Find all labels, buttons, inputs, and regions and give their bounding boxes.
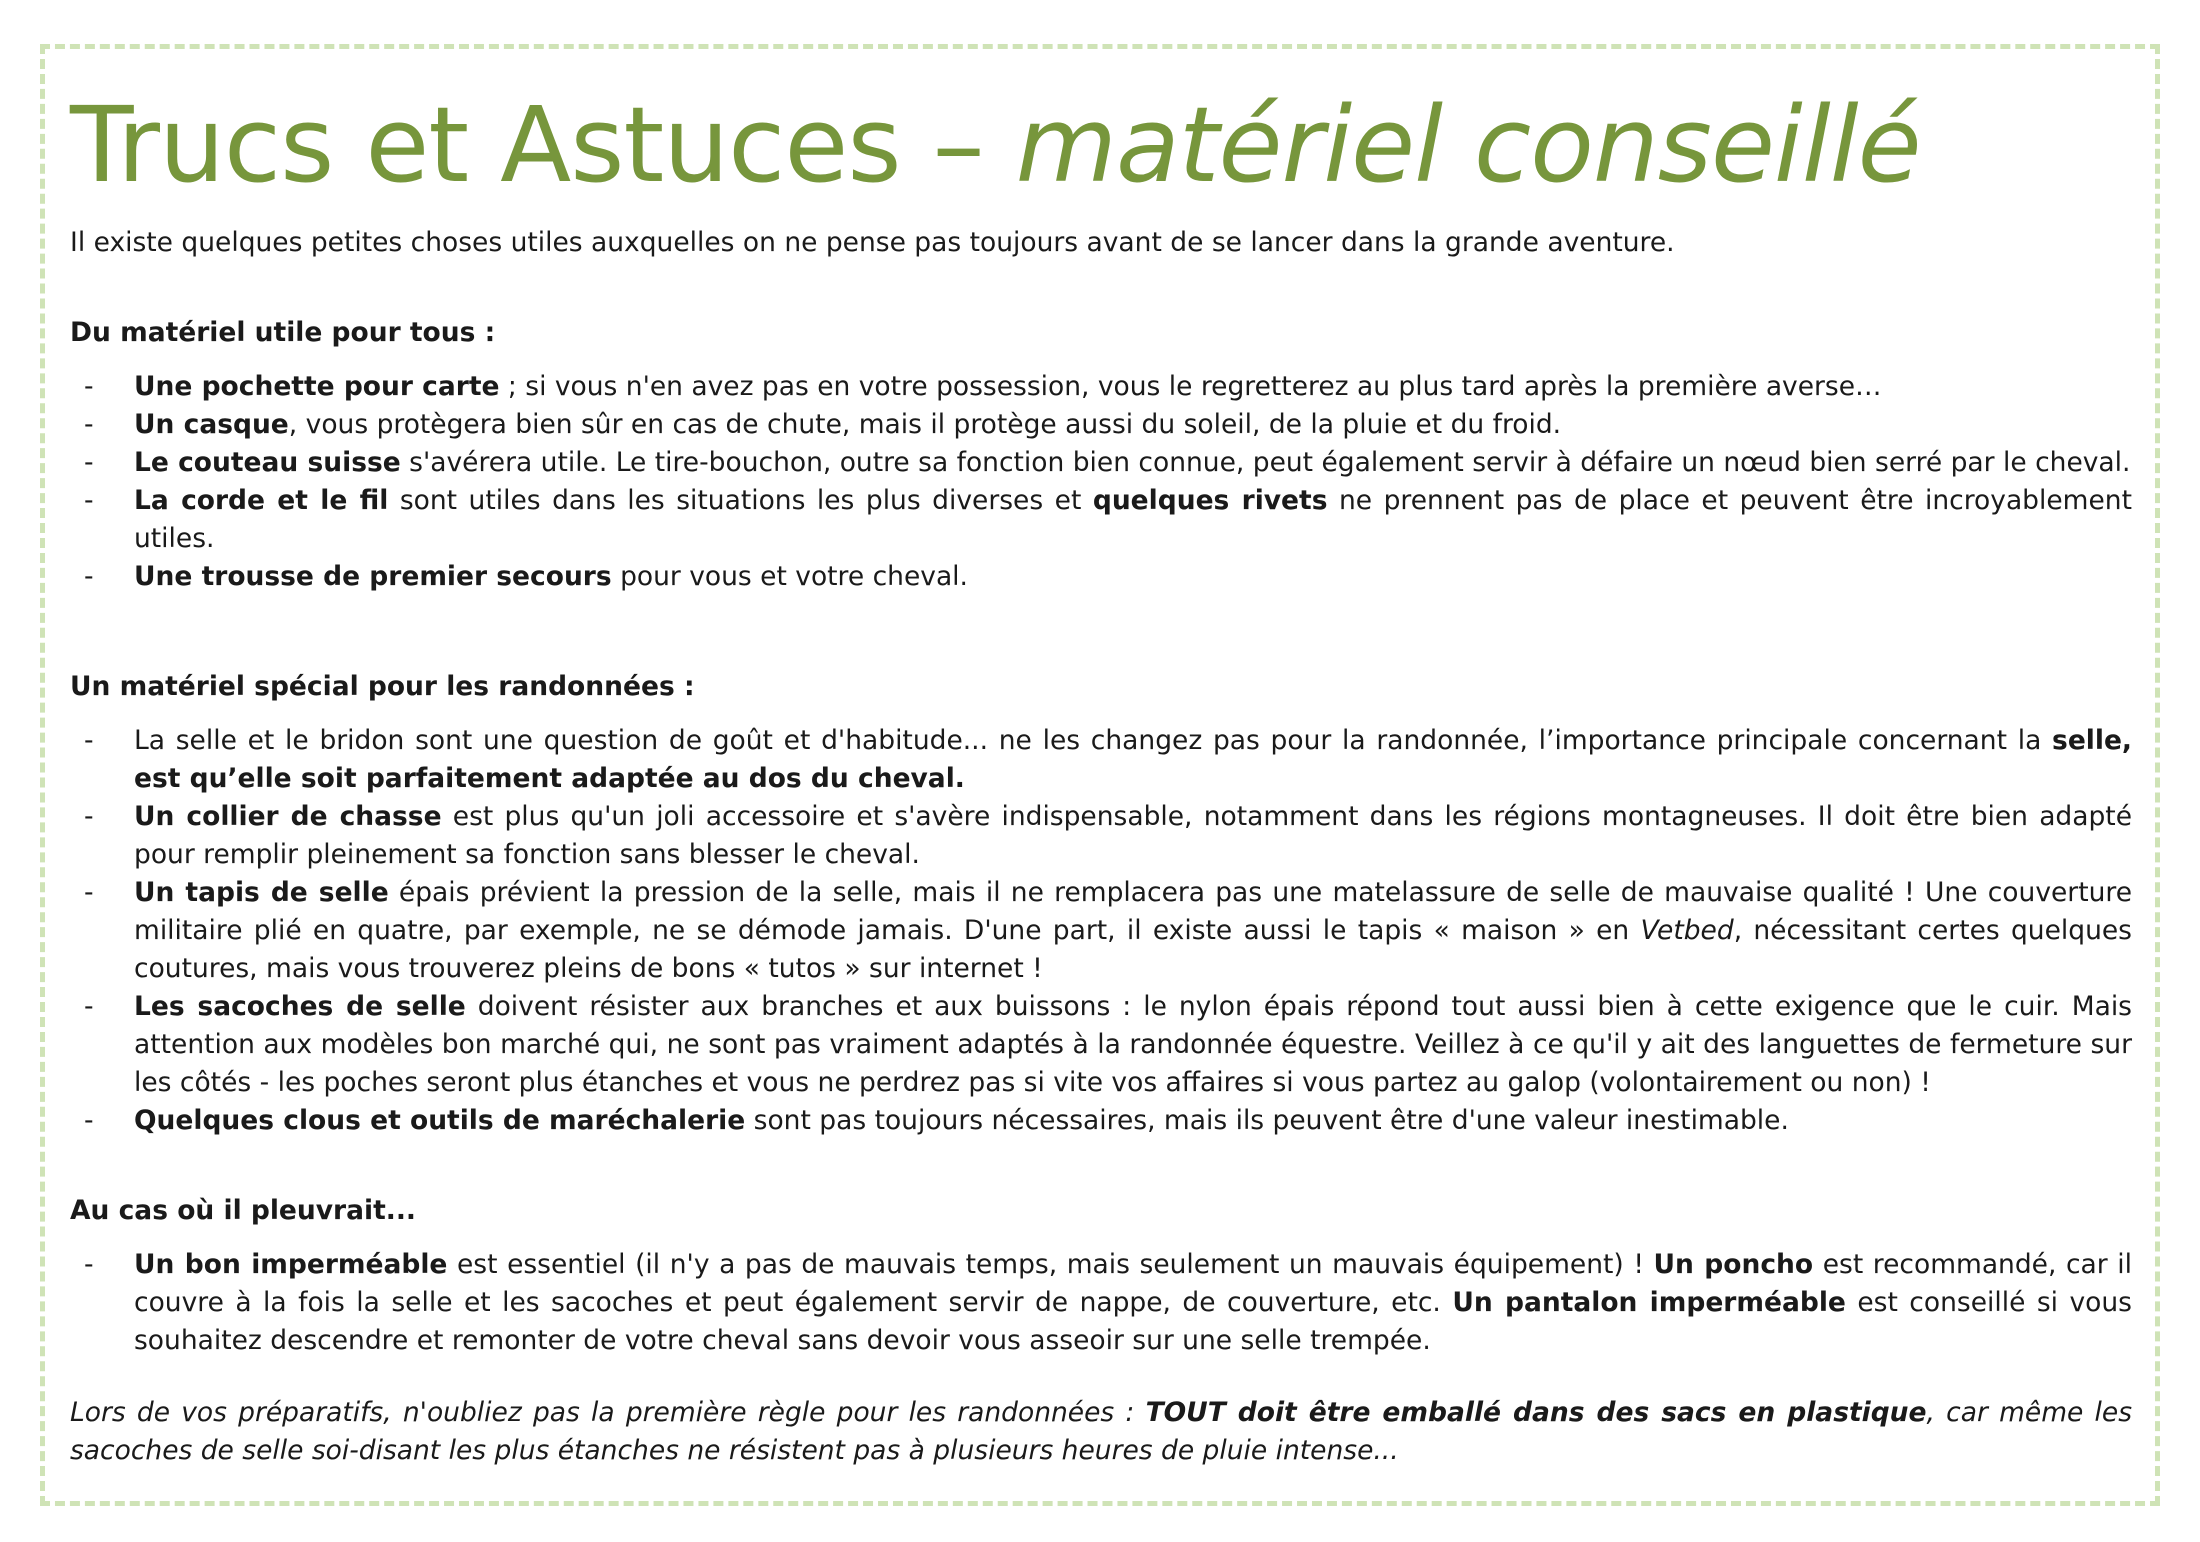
list-rain-equipment: [70, 1246, 2132, 1360]
list-item: - La selle et le bridon sont une question de goût et d'habitude... ne les changez pas pour la randonnée, l’importance principale concernant la selle, est qu’elle soit parfaitement adaptée au dos du cheval.: [70, 722, 2132, 798]
page-title: [70, 82, 2132, 208]
list-trekking-equipment: [70, 722, 2132, 1140]
list-item: - Une pochette pour carte ; si vous n'en avez pas en votre possession, vous le regretterez au plus tard après la première averse…: [70, 368, 2132, 406]
closing-note: Lors de vos préparatifs, n'oubliez pas la première règle pour les randonnées : TOUT doit être emballé dans des sacs en plastique, car même les sacoches de selle soi-disant les plus étanches ne résistent pas à plusieurs heures de pluie intense...: [70, 1397, 2133, 1466]
list-item: - La corde et le fil sont utiles dans les situations les plus diverses et quelques rivets ne prennent pas de place et peuvent être incroyablement utiles.: [70, 482, 2132, 558]
list-item: - Quelques clous et outils de maréchalerie sont pas toujours nécessaires, mais ils peuvent être d'une valeur inestimable.: [70, 1102, 2132, 1140]
list-item: - Un casque, vous protègera bien sûr en cas de chute, mais il protège aussi du soleil, de la pluie et du froid.: [70, 406, 2132, 444]
section-heading-rain: Au cas où il pleuvrait...: [70, 1195, 416, 1226]
list-item: - Un tapis de selle épais prévient la pression de la selle, mais il ne remplacera pas une matelassure de selle de mauvaise qualité ! Une couverture militaire plié en quatre, par exemple, ne se démode jamais. D'une part, il existe aussi le tapis « maison » en Vetbed, nécessitant certes quelques coutures, mais vous trouverez pleins de bons « tutos » sur internet !: [70, 874, 2132, 988]
title-main: Trucs et Astuces –: [70, 84, 1016, 206]
title-italic: matériel conseillé: [1015, 84, 1921, 206]
list-item: - Une trousse de premier secours pour vous et votre cheval.: [70, 558, 2132, 596]
section-heading-general: Du matériel utile pour tous :: [70, 317, 496, 348]
list-item: - Un bon imperméable est essentiel (il n'y a pas de mauvais temps, mais seulement un mauvais équipement) ! Un poncho est recommandé, car il couvre à la fois la selle et les sacoches et peut également servir de nappe, de couverture, etc. Un pantalon imperméable est conseillé si vous souhaitez descendre et remonter de votre cheval sans devoir vous asseoir sur une selle trempée.: [70, 1246, 2132, 1360]
document-body: [70, 82, 2132, 1470]
list-item: - Les sacoches de selle doivent résister aux branches et aux buissons : le nylon épais répond tout aussi bien à cette exigence que le cuir. Mais attention aux modèles bon marché qui, ne sont pas vraiment adaptés à la randonnée équestre. Veillez à ce qu'il y ait des languettes de fermeture sur les côtés - les poches seront plus étanches et vous ne perdrez pas si vite vos affaires si vous partez au galop (volontairement ou non) !: [70, 988, 2132, 1102]
list-item: - Le couteau suisse s'avérera utile. Le tire-bouchon, outre sa fonction bien connue, peut également servir à défaire un nœud bien serré par le cheval.: [70, 444, 2132, 482]
list-general-equipment: [70, 368, 2132, 596]
intro-paragraph: Il existe quelques petites choses utiles auxquelles on ne pense pas toujours avant de se lancer dans la grande aventure.: [70, 227, 1675, 258]
section-heading-trekking: Un matériel spécial pour les randonnées :: [70, 671, 695, 702]
list-item: - Un collier de chasse est plus qu'un joli accessoire et s'avère indispensable, notamment dans les régions montagneuses. Il doit être bien adapté pour remplir pleinement sa fonction sans blesser le cheval.: [70, 798, 2132, 874]
